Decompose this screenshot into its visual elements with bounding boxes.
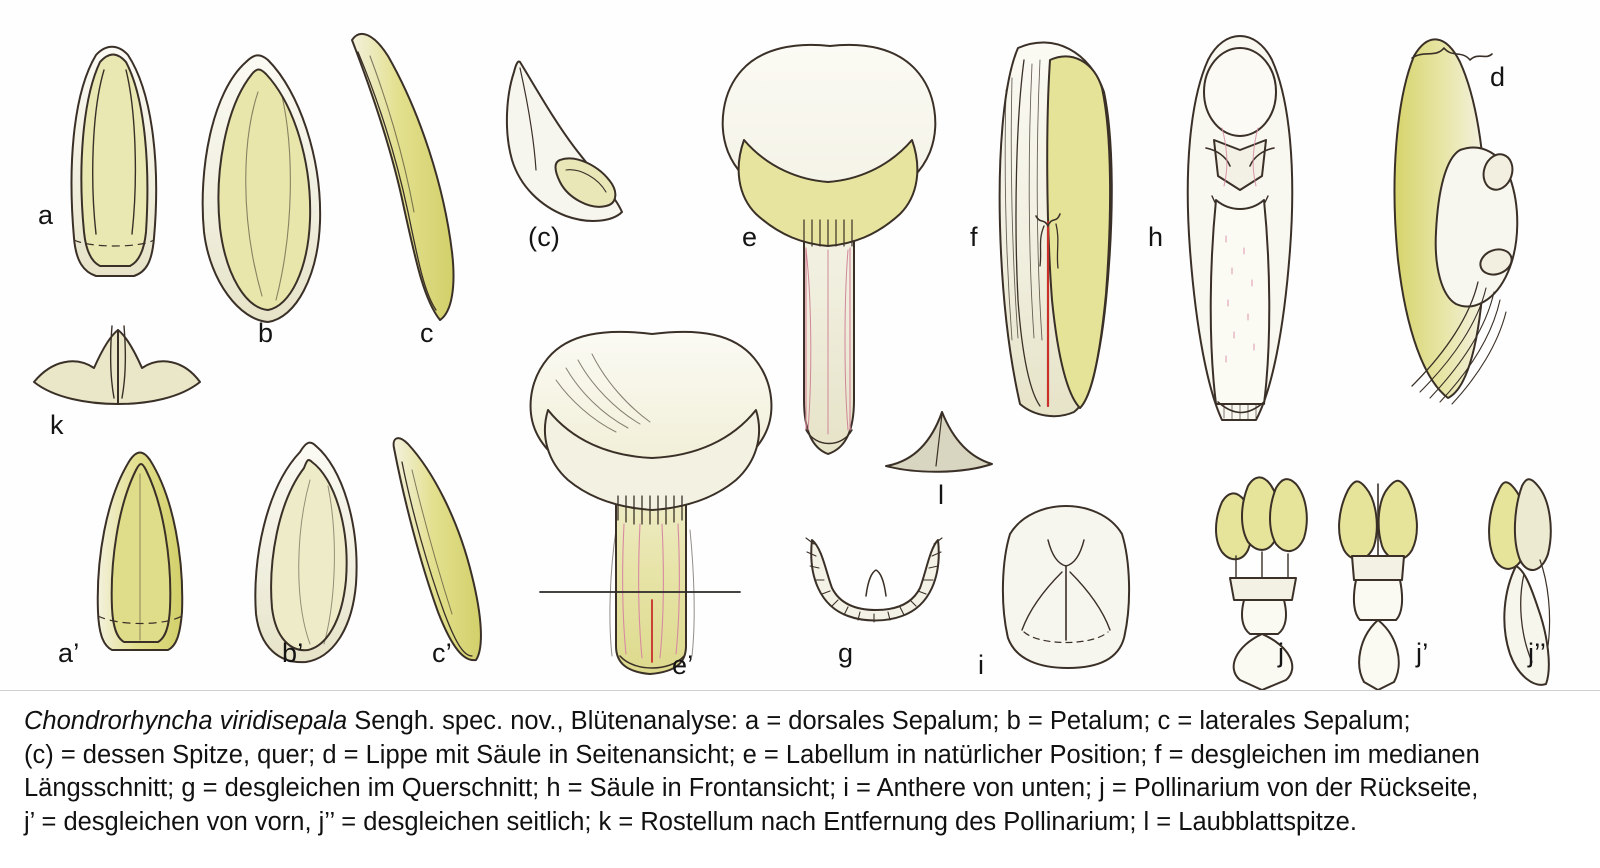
- figure-b-petalum: [203, 55, 320, 322]
- figure-label-b: b: [258, 318, 274, 348]
- caption-line-3: Längsschnitt; g = desgleichen im Querschnitt; h = Säule in Frontansicht; i = Anthere von unten; j = Pollinarium von der Rückseite,: [24, 774, 1479, 803]
- figure-c-laterales-sepalum: [352, 34, 454, 320]
- figure-e-prime-labellum: [531, 332, 772, 674]
- figure-j-pollinarium-back: [1216, 477, 1307, 690]
- figure-label-c-prime: c’: [432, 638, 452, 668]
- figure-k-rostellum: [34, 326, 200, 404]
- figure-label-k: k: [50, 410, 64, 440]
- caption-line-1-rest: Sengh. spec. nov., Blütenanalyse: a = dorsales Sepalum; b = Petalum; c = laterales Sepalum;: [347, 707, 1411, 735]
- figure-label-a: a: [38, 200, 54, 230]
- figure-c-prime-laterales-sepalum: [394, 438, 481, 660]
- figure-label-h: h: [1148, 222, 1164, 252]
- figure-label-j-prime: j’: [1416, 638, 1429, 668]
- figure-i-anther-below: [1003, 506, 1129, 668]
- figure-a-prime-dorsal-sepalum: [98, 453, 182, 651]
- caption-line-4: j’ = desgleichen von vorn, j’’ = desgleichen seitlich; k = Rostellum nach Entfernung des Pollinarium; l = Laubblattspitze.: [24, 807, 1357, 836]
- figure-l-leaf-apex: [886, 412, 992, 472]
- figure-c-apex-cross-section: [507, 61, 622, 220]
- figure-f-longitudinal-section: [1000, 42, 1112, 416]
- caption-line-1: [24, 705, 1576, 739]
- figure-label-l: l: [938, 480, 945, 510]
- figure-g-cross-section: [806, 538, 942, 622]
- figure-d-lip-with-column: [1395, 39, 1518, 404]
- caption-line-2: (c) = dessen Spitze, quer; d = Lippe mit Säule in Seitenansicht; e = Labellum in natürlicher Position; f = desgleichen im medianen: [24, 740, 1480, 769]
- species-name: Chondrorhyncha viridisepala: [24, 707, 348, 735]
- figure-label-b-prime: b’: [282, 638, 304, 668]
- figure-label-c: c: [420, 318, 434, 348]
- figure-label-d: d: [1490, 62, 1506, 92]
- figure-label-j-double-prime: j’’: [1528, 638, 1547, 668]
- figure-h-column-frontal: [1188, 36, 1293, 420]
- plate-caption: [0, 690, 1600, 868]
- figure-label-e-prime: e’: [672, 650, 694, 680]
- figure-label-e: e: [742, 222, 758, 252]
- figure-a-dorsal-sepalum: [72, 47, 157, 276]
- figure-j-prime-pollinarium-front: [1339, 481, 1417, 690]
- figure-label-j: j: [1278, 638, 1285, 668]
- figure-label-g: g: [838, 638, 854, 668]
- figure-label-f: f: [970, 222, 978, 252]
- figure-label-c-paren: (c): [528, 222, 561, 252]
- figure-label-a-prime: a’: [58, 638, 80, 668]
- figure-b-prime-petalum: [255, 443, 356, 663]
- figure-label-i: i: [978, 650, 985, 680]
